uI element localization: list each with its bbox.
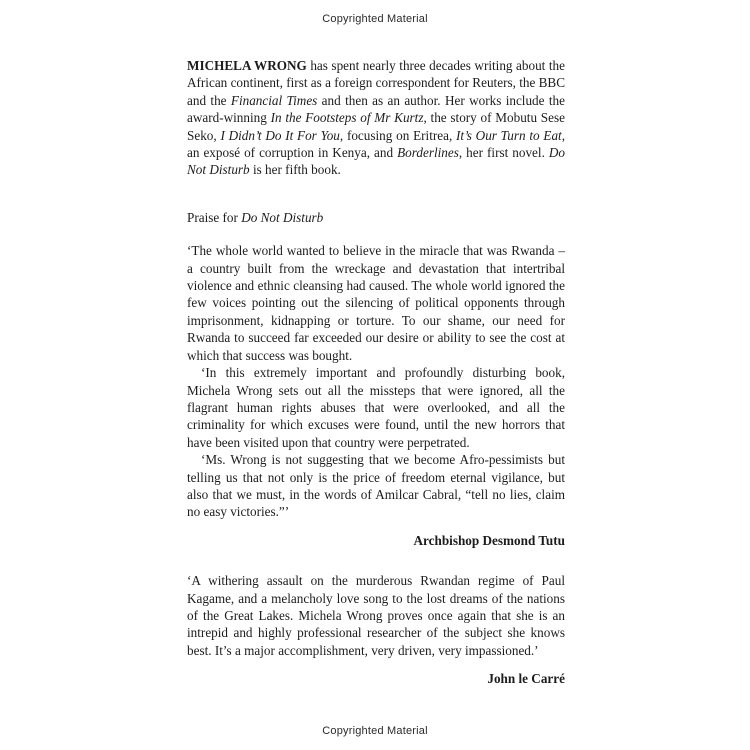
author-bio-paragraph: MICHELA WRONG has spent nearly three decades writing about the African continent, first as a foreign correspondent for Reuters, the BBC and the Financial Times and then as an author. Her works include the award-winning In the Footsteps of Mr Kurtz, the story of Mobutu Sese Seko, I Didn’t Do It For You, focusing on Eritrea, It’s Our Turn to Eat, an exposé of corruption in Kenya, and Borderlines, her first novel. Do Not Disturb is her fifth book.	[187, 58, 566, 178]
copyright-watermark-bottom: Copyrighted Material	[322, 725, 428, 737]
praise-heading: Praise for Do Not Disturb	[187, 209, 324, 225]
tutu-quote-paragraph-3: ‘Ms. Wrong is not suggesting that we become Afro-pessimists but telling us that not only is the price of freedom eternal vigilance, but also that we must, in the words of Amilcar Cabral, “tell no lies, claim no easy victories.”’	[187, 452, 565, 520]
copyright-watermark-top: Copyrighted Material	[322, 13, 428, 25]
text-block	[187, 57, 565, 688]
tutu-quote-paragraph-1: ‘The whole world wanted to believe in the miracle that was Rwanda – a country built from the wreckage and devastation that intertribal violence and ethnic cleansing had caused. The whole world ignored the few voices pointing out the silencing of political opponents through imprisonment, kidnapping or torture. To our shame, our need for Rwanda to succeed far exceeded our desire or ability to see the cost at which that success was bought.	[187, 243, 565, 363]
attribution-desmond-tutu: Archbishop Desmond Tutu	[413, 532, 565, 548]
carre-quote-paragraph: ‘A withering assault on the murderous Rwandan regime of Paul Kagame, and a melancholy love song to the lost dreams of the nations of the Great Lakes. Michela Wrong proves once again that she is an intrepid and highly professional researcher of the subject she knows best. It’s a major accomplishment, very driven, very impassioned.’	[187, 573, 565, 658]
attribution-john-le-carre: John le Carré	[487, 671, 565, 687]
tutu-quote-paragraph-2: ‘In this extremely important and profoundly disturbing book, Michela Wrong sets out all the missteps that were ignored, all the flagrant human rights abuses that were overlooked, and all the criminality for which excuses were found, until the new horrors that have been visited upon that country were perpetrated.	[187, 365, 565, 450]
